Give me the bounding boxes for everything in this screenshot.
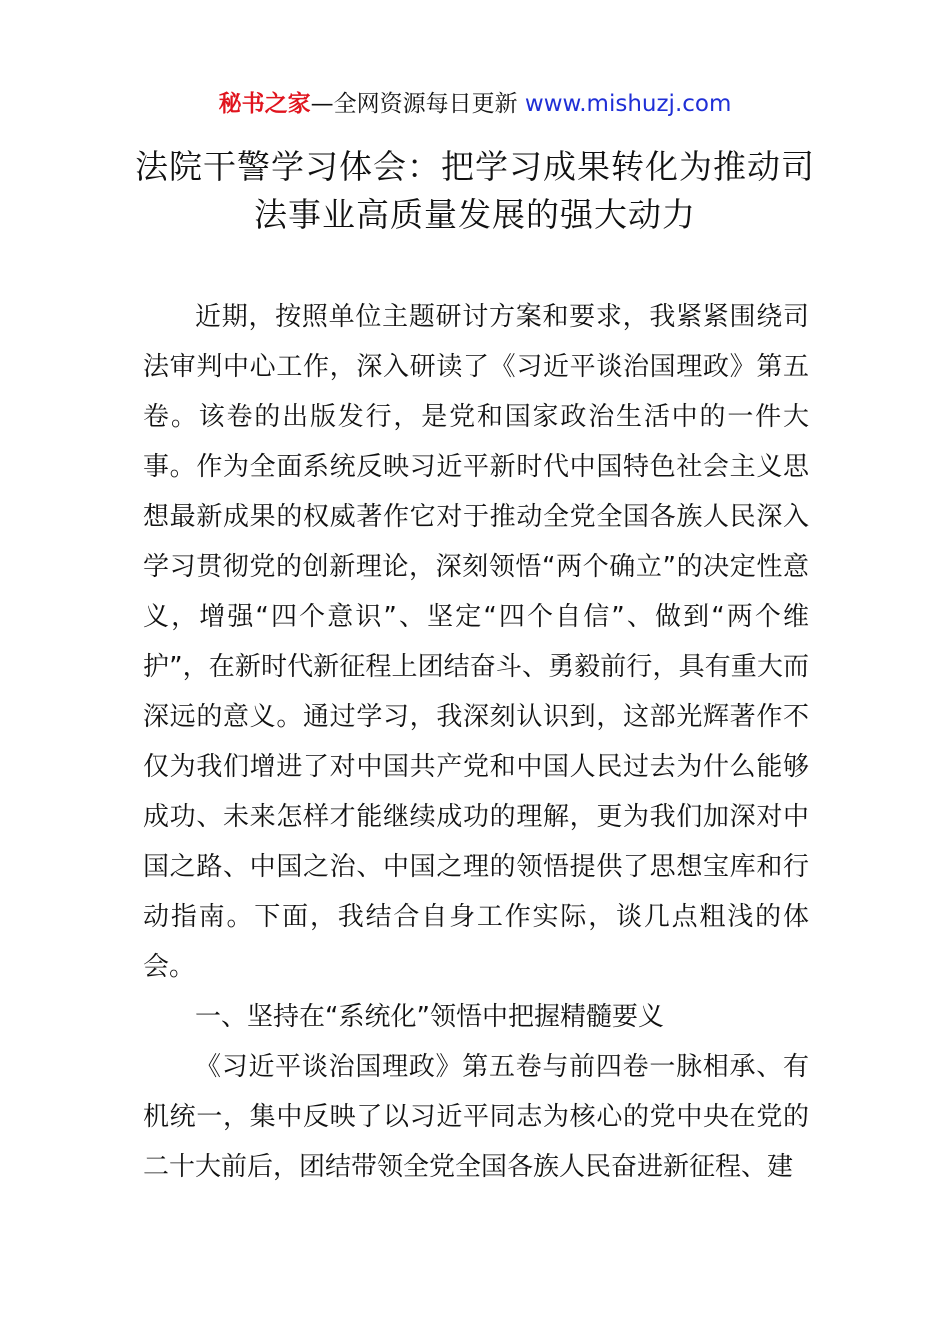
site-brand: 秘书之家 <box>218 91 311 117</box>
site-tagline: —全网资源每日更新 <box>310 91 525 117</box>
paragraph-section-1: 《习近平谈治国理政》第五卷与前四卷一脉相承、有机统一，集中反映了以习近平同志为核心的党中央在党的二十大前后，团结带领全党全国各族人民奋进新征程、建 <box>143 1052 809 1182</box>
section-heading-1: 一、坚持在“系统化”领悟中把握精髓要义 <box>195 1002 664 1032</box>
site-header <box>0 88 950 120</box>
site-url-link[interactable]: www.mishuzj.com <box>524 91 732 117</box>
paragraph-intro: 近期，按照单位主题研讨方案和要求，我紧紧围绕司法审判中心工作，深入研读了《习近平谈治国理政》第五卷。该卷的出版发行，是党和国家政治生活中的一件大事。作为全面系统反映习近平新时代中国特色社会主义思想最新成果的权威著作它对于推动全党全国各族人民深入学习贯彻党的创新理论，深刻领悟“两个确立”的决定性意义，增强“四个意识”、坚定“四个自信”、做到“两个维护”，在新时代新征程上团结奋斗、勇毅前行，具有重大而深远的意义。通过学习，我深刻认识到，这部光辉著作不仅为我们增进了对中国共产党和中国人民过去为什么能够成功、未来怎样才能继续成功的理解，更为我们加深对中国之路、中国之治、中国之理的领悟提供了思想宝库和行动指南。下面，我结合自身工作实际，谈几点粗浅的体会。 <box>143 302 809 982</box>
document-title <box>100 143 850 239</box>
title-line-2: 法事业高质量发展的强大动力 <box>254 195 696 234</box>
title-line-1: 法院干警学习体会：把学习成果转化为推动司 <box>135 147 815 186</box>
document-body <box>143 292 809 1192</box>
